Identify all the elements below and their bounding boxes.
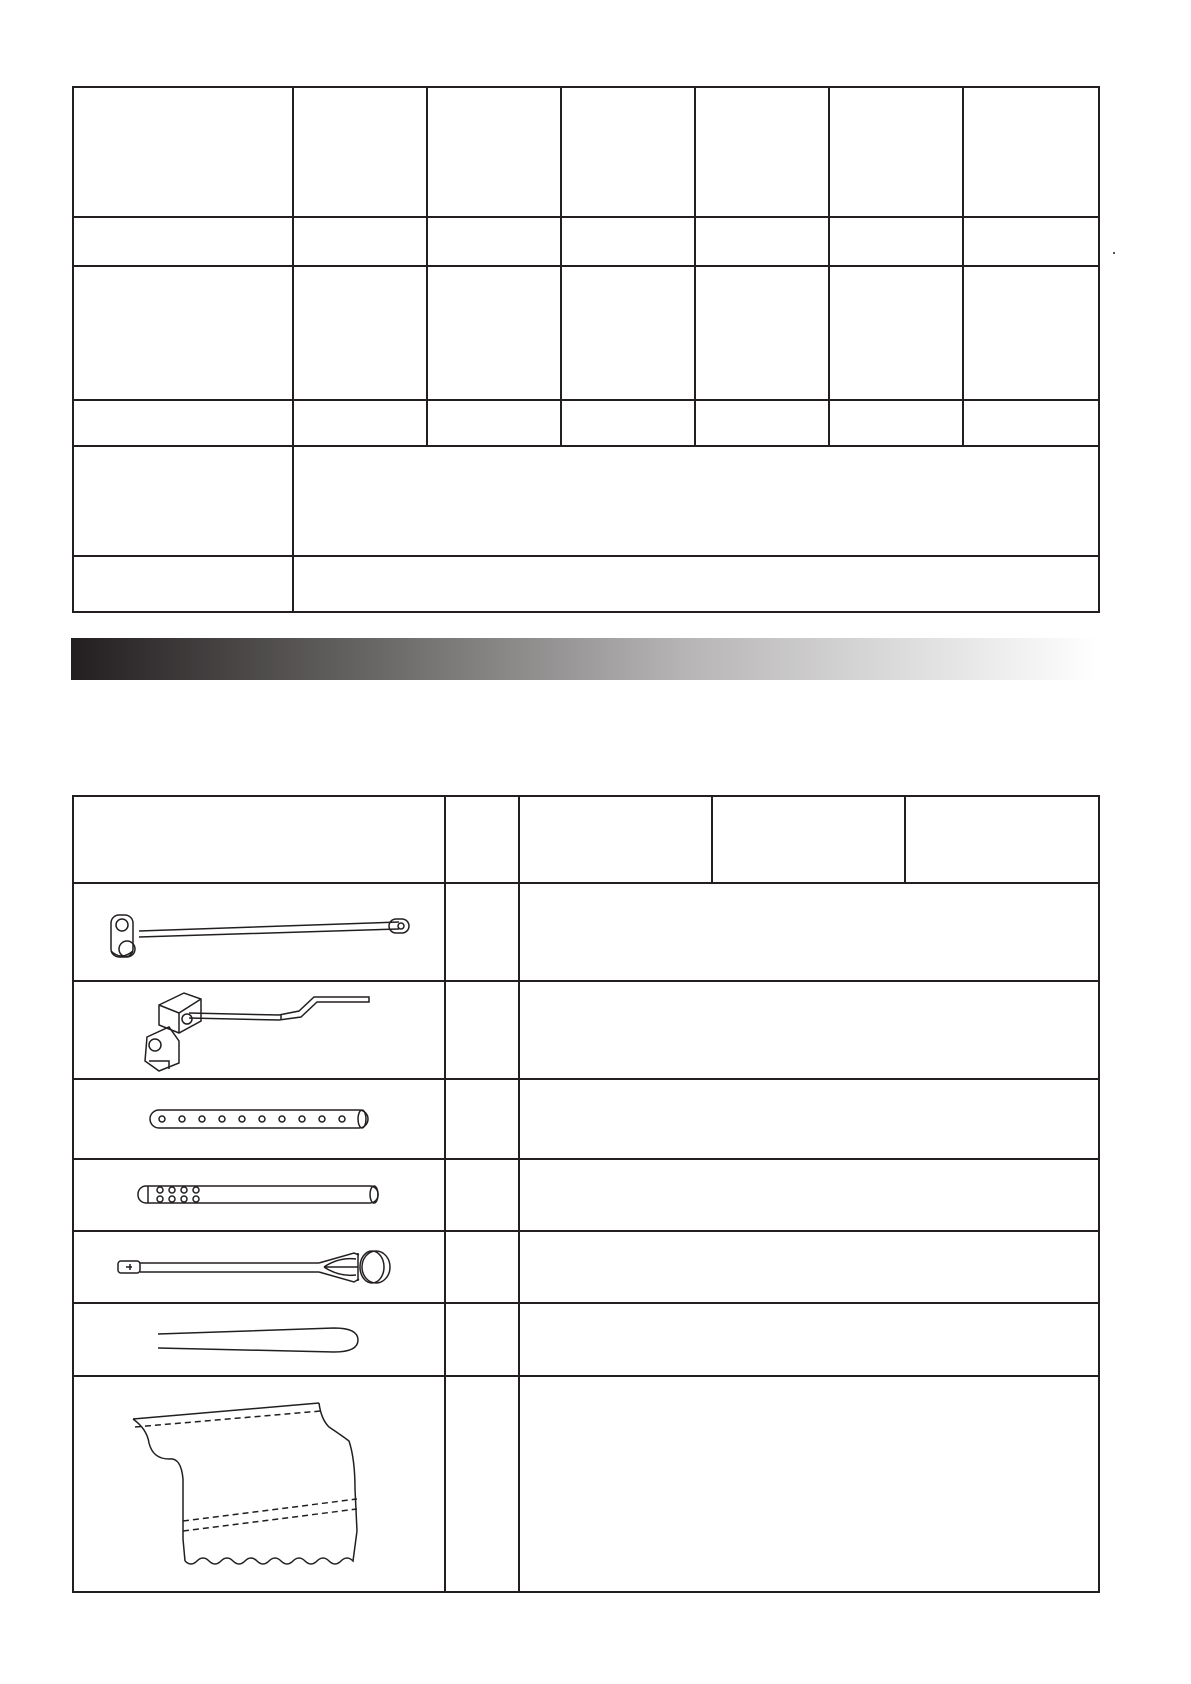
spec-merged-cell [293,556,1099,612]
part-image-cell [73,1079,445,1159]
parts-header-row [73,796,1099,883]
part-qty-cell [445,1159,519,1231]
perforated-tube-icon [74,1104,444,1134]
spec-cell [963,266,1099,400]
spec-cell [73,266,293,400]
part-qty-cell [445,883,519,981]
spec-cell [829,266,963,400]
parts-row [73,883,1099,981]
fabric-canopy-icon [74,1389,444,1579]
stray-dot [1113,252,1115,254]
spec-row [73,266,1099,400]
parts-row [73,1159,1099,1231]
spec-cell [695,217,829,266]
parts-row [73,1079,1099,1159]
parts-row [73,981,1099,1079]
part-desc-cell [519,883,1099,981]
spec-cell [427,266,561,400]
spec-cell [293,87,427,217]
spec-row [73,217,1099,266]
spec-cell [73,446,293,556]
spec-cell [73,556,293,612]
parts-row [73,1231,1099,1303]
spec-cell [561,400,695,446]
spec-cell [427,217,561,266]
spec-cell [73,400,293,446]
part-qty-cell [445,1231,519,1303]
parts-row [73,1376,1099,1592]
part-qty-cell [445,1079,519,1159]
spec-cell [829,400,963,446]
spec-cell [963,217,1099,266]
part-qty-cell [445,981,519,1079]
part-image-cell [73,981,445,1079]
spec-cell [293,217,427,266]
spec-cell [695,87,829,217]
spec-cell [561,266,695,400]
spec-cell [293,266,427,400]
part-desc-cell [519,1159,1099,1231]
spec-cell [427,87,561,217]
part-image-cell [73,1231,445,1303]
spec-row [73,446,1099,556]
specification-table [72,86,1100,613]
parts-header-cell [712,796,905,883]
part-image-cell [73,1303,445,1376]
part-desc-cell [519,1303,1099,1376]
spec-header-row [73,87,1099,217]
spec-cell [829,217,963,266]
spec-cell [829,87,963,217]
parts-header-cell [519,796,712,883]
short-perforated-tube-icon [74,1180,444,1210]
parts-header-cell [905,796,1099,883]
part-image-cell [73,883,445,981]
part-image-cell [73,1376,445,1592]
part-desc-cell [519,981,1099,1079]
part-desc-cell [519,1376,1099,1592]
bent-crank-arm-icon [74,985,444,1075]
parts-table [72,795,1100,1593]
spec-cell [561,87,695,217]
spec-cell [963,87,1099,217]
spec-merged-cell [293,446,1099,556]
tapered-batten-icon [74,1322,444,1358]
spec-cell [427,400,561,446]
spec-row [73,556,1099,612]
spec-cell [561,217,695,266]
spec-cell [293,400,427,446]
spec-cell [695,400,829,446]
part-desc-cell [519,1231,1099,1303]
parts-row [73,1303,1099,1376]
part-qty-cell [445,1303,519,1376]
section-gradient-bar [71,638,1098,680]
spec-cell [73,87,293,217]
part-desc-cell [519,1079,1099,1159]
parts-header-cell [73,796,445,883]
part-qty-cell [445,1376,519,1592]
spec-cell [963,400,1099,446]
spec-row [73,400,1099,446]
parts-header-cell [445,796,519,883]
part-image-cell [73,1159,445,1231]
spec-cell [73,217,293,266]
spec-cell [695,266,829,400]
spring-rod-icon [74,1245,444,1289]
crank-handle-icon [74,897,444,967]
